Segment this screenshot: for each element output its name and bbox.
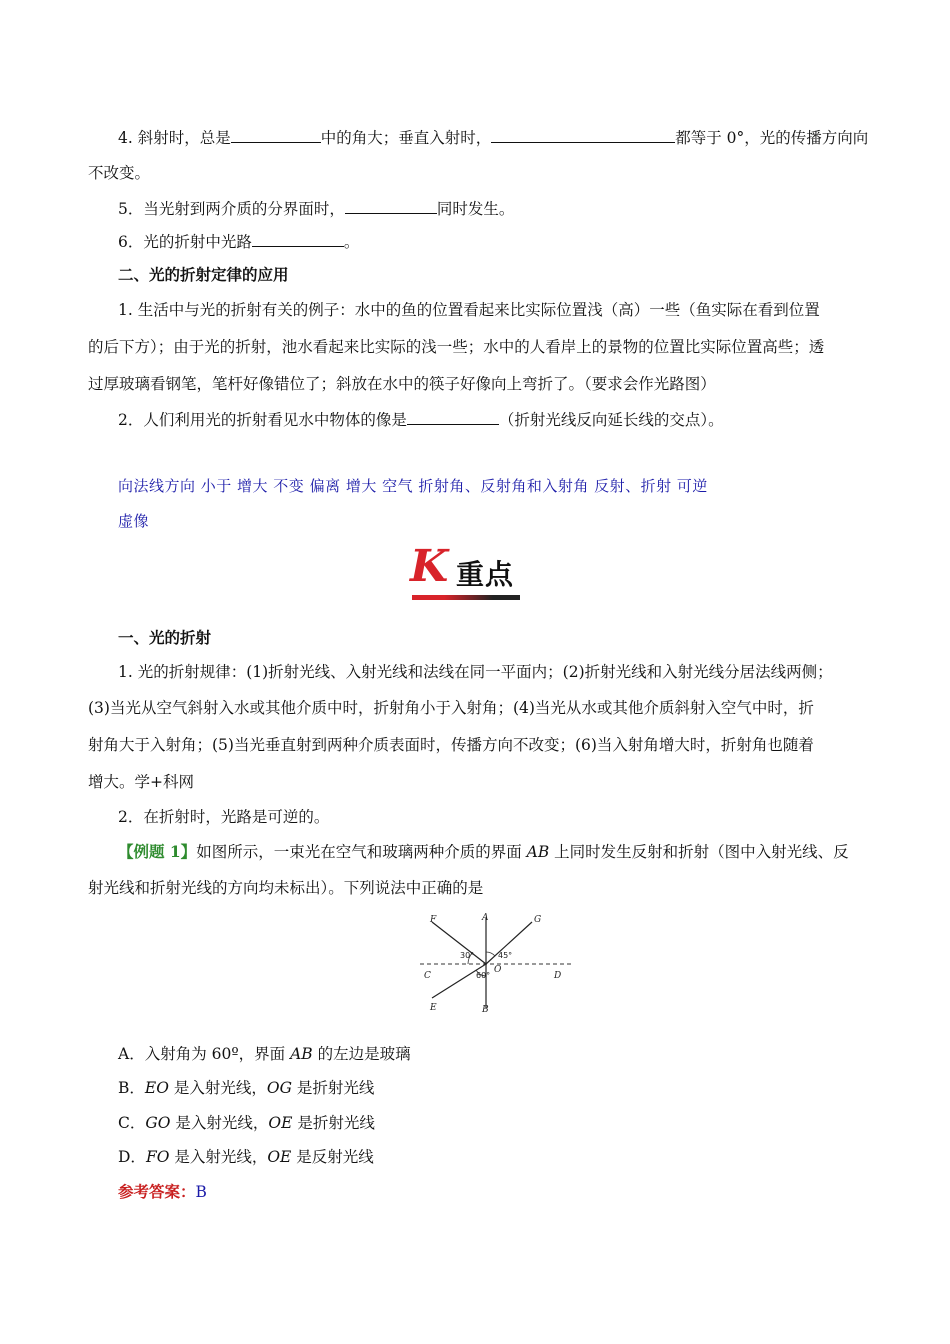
item-4-text-c: 都等于 0°，光的传播方向向 [675, 129, 869, 147]
key-heading: 一、光的折射 [118, 628, 212, 647]
item-4-text-a: 4. 斜射时，总是 [118, 129, 231, 147]
option-c [118, 1112, 375, 1134]
label-angle-60: 60° [476, 971, 491, 980]
option-a-italic: AB [290, 1045, 313, 1063]
arc-45 [486, 952, 495, 956]
option-c-italic-2: OE [268, 1114, 293, 1132]
banner-underline [412, 595, 520, 600]
example-text-a: 如图所示，一束光在空气和玻璃两种介质的界面 [196, 843, 527, 861]
blank-1 [231, 126, 321, 143]
item-6-text-a: 6．光的折射中光路 [118, 233, 252, 251]
ray-fo [432, 922, 486, 964]
option-b-italic-2: OG [266, 1079, 292, 1097]
label-angle-30: 30° [460, 951, 475, 960]
example-text-b: 上同时发生反射和折射（图中入射光线、反 [549, 843, 849, 861]
refraction-diagram [418, 912, 574, 1012]
item-4-line [118, 126, 868, 149]
reference-answer [118, 1181, 207, 1203]
item-5-text-b: 同时发生。 [436, 200, 515, 218]
option-b-pre: B． [118, 1079, 145, 1097]
option-c-italic-1: GO [145, 1114, 171, 1132]
section-2-p1-line2: 的后下方）；由于光的折射，池水看起来比实际的浅一些；水中的人看岸上的景物的位置比实际位置高些；透 [88, 338, 825, 356]
section-2-p2-text-b: （折射光线反向延长线的交点）。 [498, 411, 724, 429]
section-2-p2 [118, 408, 724, 431]
answers-line-1: 向法线方向 小于 增大 不变 偏离 增大 空气 折射角、反射角和入射角 反射、折射 可逆 [118, 477, 708, 495]
example-text-ab: AB [526, 843, 550, 861]
blank-2 [491, 126, 675, 143]
key-p1-line2: (3)当光从空气斜射入水或其他介质中时，折射角小于入射角；(4)当光从水或其他介质斜射入空气中时，折 [88, 699, 814, 717]
key-p1-line1: 1. 光的折射规律：(1)折射光线、入射光线和法线在同一平面内；(2)折射光线和入射光线分居法线两侧； [118, 663, 833, 681]
option-d-mid: 是入射光线， [169, 1148, 268, 1166]
item-6-line [118, 230, 359, 253]
label-a: A [482, 913, 489, 923]
section-2-heading: 二、光的折射定律的应用 [118, 265, 289, 284]
option-c-pre: C． [118, 1114, 146, 1132]
option-d-post: 是反射光线 [291, 1148, 374, 1166]
option-c-mid: 是入射光线， [170, 1114, 269, 1132]
option-c-post: 是折射光线 [292, 1114, 375, 1132]
banner-letter-k: K [410, 541, 449, 592]
option-b [118, 1077, 374, 1099]
item-4-text-b: 中的角大；垂直入射时， [320, 129, 492, 147]
example-1-line2: 射光线和折射光线的方向均未标出）。下列说法中正确的是 [88, 879, 484, 897]
banner-title: 重点 [456, 558, 515, 591]
item-6-text-b: 。 [343, 233, 360, 251]
item-5-line [118, 197, 514, 220]
option-d-pre: D． [118, 1148, 146, 1166]
label-angle-45: 45° [498, 951, 513, 960]
option-d [118, 1146, 374, 1168]
ray-eo [432, 964, 486, 998]
option-a-pre: A．入射角为 60º，界面 [118, 1045, 291, 1063]
label-g: G [534, 915, 542, 925]
label-e: E [430, 1003, 437, 1012]
option-d-italic-1: FO [145, 1148, 170, 1166]
option-d-italic-2: OE [267, 1148, 292, 1166]
option-b-mid: 是入射光线， [168, 1079, 267, 1097]
item-4-continued: 不改变。 [88, 164, 151, 182]
section-2-p1-line1: 1. 生活中与光的折射有关的例子：水中的鱼的位置看起来比实际位置浅（高）一些（鱼实际在看到位置 [118, 301, 820, 319]
answers-line-2: 虚像 [118, 512, 150, 530]
key-p1-line4: 增大。学+科网 [88, 773, 194, 791]
label-f: F [430, 915, 437, 925]
option-a-post: 的左边是玻璃 [312, 1045, 411, 1063]
key-p2: 2．在折射时，光路是可逆的。 [118, 808, 330, 826]
option-b-post: 是折射光线 [291, 1079, 375, 1097]
example-tag: 【例题 1】 [118, 842, 197, 861]
label-o: O [494, 965, 502, 975]
key-p1-line3: 射角大于入射角；(5)当光垂直射到两种介质表面时，传播方向不改变；(6)当入射角增大时，折射角也随着 [88, 736, 814, 754]
blank-5 [407, 408, 499, 425]
item-5-text-a: 5．当光射到两介质的分界面时， [118, 200, 345, 218]
section-2-p2-text-a: 2．人们利用光的折射看见水中物体的像是 [118, 411, 407, 429]
label-b: B [482, 1005, 489, 1012]
example-1-line1 [118, 841, 849, 863]
answer-label: 参考答案： [118, 1182, 196, 1201]
blank-3 [345, 197, 437, 214]
label-c: C [424, 971, 431, 981]
answer-value: B [195, 1183, 207, 1201]
blank-4 [252, 230, 344, 247]
label-d: D [554, 971, 562, 981]
key-points-banner [410, 541, 522, 601]
option-a [118, 1043, 411, 1065]
section-2-p1-line3: 过厚玻璃看钢笔，笔杆好像错位了；斜放在水中的筷子好像向上弯折了。（要求会作光路图） [88, 375, 716, 393]
option-b-italic-1: EO [144, 1079, 169, 1097]
